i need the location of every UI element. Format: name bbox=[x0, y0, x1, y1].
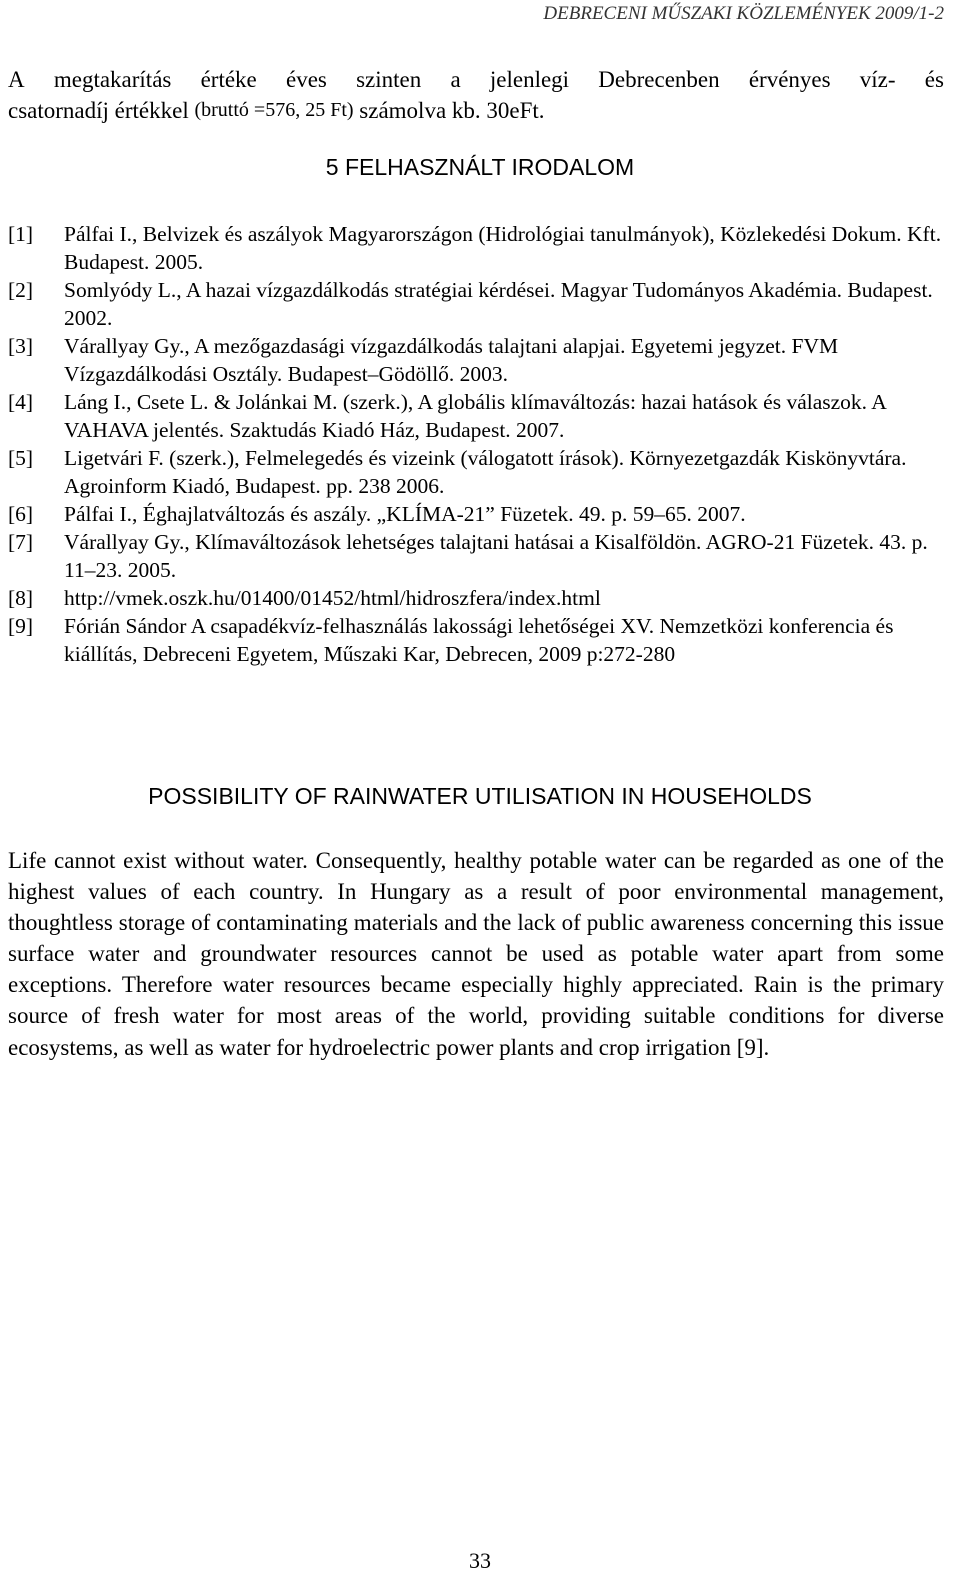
reference-item bbox=[8, 612, 948, 668]
intro-word: érvényes bbox=[748, 67, 831, 92]
reference-text: Fórián Sándor A csapadékvíz-felhasználás lakossági lehetőségei XV. Nemzetközi konferencia és kiállítás, Debreceni Egyetem, Műszaki Kar, Debrecen, 2009 p:272-280 bbox=[64, 614, 894, 666]
reference-item bbox=[8, 444, 948, 500]
intro-line-1 bbox=[8, 64, 944, 95]
reference-item bbox=[8, 500, 948, 528]
intro-paragraph bbox=[8, 64, 944, 126]
intro-word: víz- bbox=[859, 67, 896, 92]
reference-number: [7] bbox=[8, 530, 34, 554]
reference-item bbox=[8, 332, 948, 388]
reference-text: Várallyay Gy., A mezőgazdasági vízgazdálkodás talajtani alapjai. Egyetemi jegyzet. FVM Vízgazdálkodási Osztály. Budapest–Gödöllő. 2003. bbox=[64, 334, 839, 386]
reference-url[interactable]: http://vmek.oszk.hu/01400/01452/html/hidroszfera/index.html bbox=[64, 586, 601, 610]
reference-text: Várallyay Gy., Klímaváltozások lehetséges talajtani hatásai a Kisalföldön. AGRO-21 Füzetek. 43. p. 11–23. 2005. bbox=[64, 530, 928, 582]
reference-text: Somlyódy L., A hazai vízgazdálkodás stratégiai kérdései. Magyar Tudományos Akadémia. Budapest. 2002. bbox=[64, 278, 933, 330]
reference-text: Láng I., Csete L. & Jolánkai M. (szerk.), A globális klímaváltozás: hazai hatások és válaszok. A VAHAVA jelentés. Szaktudás Kiadó Ház, Budapest. 2007. bbox=[64, 390, 886, 442]
reference-item bbox=[8, 276, 948, 332]
reference-number: [6] bbox=[8, 502, 34, 526]
intro-word: szinten bbox=[356, 67, 422, 92]
reference-number: [5] bbox=[8, 446, 34, 470]
intro-text-start: csatornadíj értékkel bbox=[8, 98, 195, 123]
reference-number: [8] bbox=[8, 586, 34, 610]
reference-item bbox=[8, 584, 948, 612]
reference-item bbox=[8, 388, 948, 444]
reference-text: Pálfai I., Éghajlatváltozás és aszály. „KLÍMA-21” Füzetek. 49. p. 59–65. 2007. bbox=[64, 502, 746, 526]
reference-item bbox=[8, 528, 948, 584]
intro-line-2 bbox=[8, 95, 944, 126]
intro-word: jelenlegi bbox=[489, 67, 570, 92]
reference-number: [3] bbox=[8, 334, 34, 358]
reference-number: [1] bbox=[8, 222, 34, 246]
intro-word: a bbox=[450, 67, 461, 92]
intro-word: megtakarítás bbox=[53, 67, 172, 92]
running-header: DEBRECENI MŰSZAKI KÖZLEMÉNYEK 2009/1-2 bbox=[543, 3, 944, 24]
reference-text: Ligetvári F. (szerk.), Felmelegedés és vizeink (válogatott írások). Környezetgazdák Kiskönyvtára. Agroinform Kiadó, Budapest. pp. 238 2006. bbox=[64, 446, 907, 498]
intro-word: és bbox=[924, 67, 944, 92]
reference-text: Pálfai I., Belvizek és aszályok Magyarországon (Hidrológiai tanulmányok), Közlekedési Dokum. Kft. Budapest. 2005. bbox=[64, 222, 942, 274]
reference-number: [2] bbox=[8, 278, 34, 302]
intro-word: értéke bbox=[200, 67, 257, 92]
reference-item bbox=[8, 220, 948, 276]
page-number: 33 bbox=[469, 1548, 491, 1573]
reference-list bbox=[8, 220, 948, 668]
intro-price: (bruttó =576, 25 Ft) bbox=[194, 99, 354, 121]
intro-word: Debrecenben bbox=[598, 67, 720, 92]
intro-word: A bbox=[8, 67, 25, 92]
references-heading: 5 FELHASZNÁLT IRODALOM bbox=[325, 154, 635, 180]
reference-number: [9] bbox=[8, 614, 34, 638]
abstract-paragraph: Life cannot exist without water. Consequently, healthy potable water can be regarded as one of the highest values of each country. In Hungary as a result of poor environmental management, thoughtless storage of contaminating materials and the lack of public awareness concerning this issue surface water and groundwater resources cannot be used as potable water apart from some exceptions. Therefore water resources became especially highly appreciated. Rain is the primary source of fresh water for most areas of the world, providing suitable conditions for diverse ecosystems, as well as water for hydroelectric power plants and crop irrigation [9]. bbox=[8, 848, 944, 1060]
intro-text-end: számolva kb. 30eFt. bbox=[353, 98, 545, 123]
intro-word: éves bbox=[285, 67, 327, 92]
reference-number: [4] bbox=[8, 390, 34, 414]
english-title: POSSIBILITY OF RAINWATER UTILISATION IN HOUSEHOLDS bbox=[148, 783, 812, 809]
